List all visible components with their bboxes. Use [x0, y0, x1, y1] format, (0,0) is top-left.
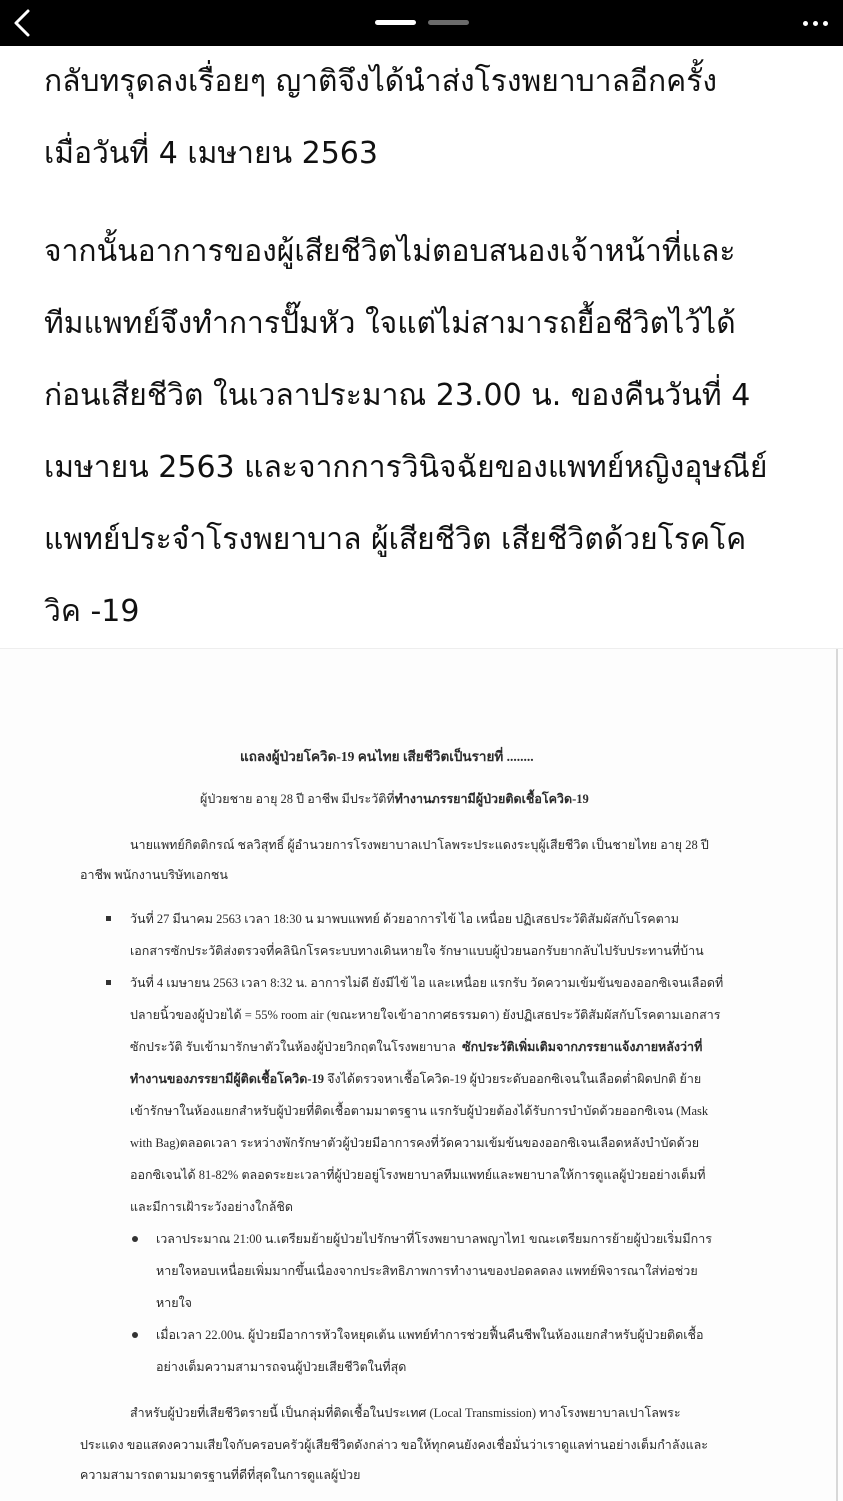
document-bold-text: ซักประวัติเพิ่มเติมจากภรรยาแจ้งภายหลังว่าที่: [462, 1040, 703, 1054]
document-subtitle-bold: ทำงานภรรยามีผู้ป่วยติดเชื้อโควิด-19: [394, 792, 589, 806]
document-intro-line: นายแพทย์กิตติกรณ์ ชลวิสุทธิ์ ผู้อำนวยการโรงพยาบาลเปาโลพระประแดงระบุผู้เสียชีวิต เป็นชายไทย อายุ 28 ปี: [130, 838, 709, 852]
article-line: เมื่อวันที่ 4 เมษายน 2563: [44, 136, 378, 171]
document-sub-bullet-line: เมื่อเวลา 22.00น. ผู้ป่วยมีอาการหัวใจหยุดเต้น แพทย์ทำการช่วยฟื้นคืนชีพในห้องแยกสำหรับผู้ป่วยติดเชื้อ: [156, 1328, 704, 1342]
document-sub-bullet-line: อย่างเต็มความสามารถจนผู้ป่วยเสียชีวิตในที่สุด: [156, 1360, 407, 1374]
more-dots-icon[interactable]: [801, 16, 831, 32]
document-text: ซักประวัติ รับเข้ามารักษาตัวในห้องผู้ป่วยวิกฤตในโรงพยาบาล: [130, 1040, 456, 1054]
document-sub-bullet-line: หายใจ: [156, 1296, 193, 1310]
document-sub-bullet-line: เวลาประมาณ 21:00 น.เตรียมย้ายผู้ป่วยไปรักษาที่โรงพยาบาลพญาไท1 ขณะเตรียมการย้ายผู้ป่วยเริ่มมีการ: [156, 1232, 712, 1246]
document-intro-line: อาชีพ พนักงานบริษัทเอกชน: [80, 868, 228, 882]
document-bullet-line: เข้ารักษาในห้องแยกสำหรับผู้ป่วยที่ติดเชื้อตามมาตรฐาน แรกรับผู้ป่วยต้องได้รับการบำบัดด้วยออกซิเจน (Mask: [130, 1104, 709, 1118]
document-bold-text: ทำงานของภรรยามีผู้ติดเชื้อโควิด-19: [130, 1072, 325, 1086]
document-text: จึงได้ตรวจหาเชื้อโควิด-19 ผู้ป่วยระดับออกซิเจนในเลือดต่ำผิดปกติ ย้าย: [327, 1072, 702, 1086]
document-bullet-line: เอกสารซักประวัติส่งตรวจที่คลินิกโรคระบบทางเดินหายใจ รักษาแบบผู้ป่วยนอกรับยากลับไปรับประทานที่บ้าน: [130, 944, 704, 958]
article-line: ก่อนเสียชีวิต ในเวลาประมาณ 23.00 น. ของคืนวันที่ 4: [44, 378, 751, 413]
document-closing-line: ประแดง ขอแสดงความเสียใจกับครอบครัวผู้เสียชีวิตดังกล่าว ขอให้ทุกคนยังคงเชื่อมั่นว่าเราดูแลท่านอย่างเต็มกำลังและ: [80, 1438, 709, 1452]
page-indicator-active: [375, 20, 416, 25]
bullet-dot-icon: [132, 1332, 138, 1338]
page-indicator-inactive: [428, 20, 469, 25]
document-closing-line: สำหรับผู้ป่วยที่เสียชีวิตรายนี้ เป็นกลุ่มที่ติดเชื้อในประเทศ (Local Transmission) ทางโรงพยาบาลเปาโลพระ: [130, 1406, 681, 1420]
document-bullet-line: วันที่ 27 มีนาคม 2563 เวลา 18:30 น มาพบแพทย์ ด้วยอาการไข้ ไอ เหนื่อย ปฏิเสธประวัติสัมผัสกับโรคตาม: [130, 912, 680, 926]
document-bullet-line: ปลายนิ้วของผู้ป่วยได้ = 55% room air (ขณะหายใจเข้าอากาศธรรมดา) ยังปฏิเสธประวัติสัมผัสกับโรคตามเอกสาร: [130, 1008, 721, 1022]
bullet-dot-icon: [132, 1236, 138, 1242]
bullet-square-icon: [106, 980, 111, 985]
document-title: แถลงผู้ป่วยโควิด-19 คนไทย เสียชีวิตเป็นรายที่ ........: [240, 749, 534, 764]
document-subtitle-text: ผู้ป่วยชาย อายุ 28 ปี อาชีพ มีประวัติที่: [200, 792, 395, 806]
article-line: แพทย์ประจำโรงพยาบาล ผู้เสียชีวิต เสียชีวิตด้วยโรคโค: [44, 522, 747, 557]
document-bullet-line: ออกซิเจนได้ 81-82% ตลอดระยะเวลาที่ผู้ป่วยอยู่โรงพยาบาลทีมแพทย์และพยาบาลให้การดูแลผู้ป่วยอย่างเต็มที่: [130, 1168, 706, 1182]
document-sub-bullet-line: หายใจหอบเหนื่อยเพิ่มมากขึ้นเนื่องจากประสิทธิภาพการทำงานของปอดลดลง แพทย์พิจารณาใส่ท่อช่วย: [156, 1264, 698, 1278]
article-line: กลับทรุดลงเรื่อยๆ ญาติจึงได้นำส่งโรงพยาบาลอีกครั้ง: [44, 64, 717, 99]
top-bar: [0, 0, 843, 46]
article-text: [44, 46, 824, 648]
document-image[interactable]: [0, 648, 843, 1501]
document-closing-line: ความสามารถตามมาตรฐานที่ดีที่สุดในการดูแลผู้ป่วย: [80, 1468, 361, 1482]
document-bullet-line: วันที่ 4 เมษายน 2563 เวลา 8:32 น. อาการไม่ดี ยังมีไข้ ไอ และเหนื่อย แรกรับ วัดความเข้มข้นของออกซิเจนเลือดที่: [130, 976, 724, 990]
document-edge: [836, 649, 838, 1501]
document-bullet-line: [130, 1039, 702, 1055]
page-indicator: [375, 20, 470, 26]
article-line: ทีมแพทย์จึงทำการปั๊มหัว ใจแต่ไม่สามารถยื้อชีวิตไว้ได้: [44, 306, 736, 341]
document-subtitle: [200, 791, 589, 807]
document-bullet-line: [130, 1071, 701, 1087]
article-line: เมษายน 2563 และจากการวินิจฉัยของแพทย์หญิงอุษณีย์: [44, 450, 768, 485]
article-line: จากนั้นอาการของผู้เสียชีวิตไม่ตอบสนองเจ้าหน้าที่และ: [44, 234, 736, 269]
article-line: วิค -19: [44, 594, 140, 629]
bullet-square-icon: [106, 916, 111, 921]
chevron-left-icon[interactable]: [8, 6, 38, 40]
document-bullet-line: with Bag)ตลอดเวลา ระหว่างพักรักษาตัวผู้ป่วยมีอาการคงที่วัดความเข้มข้นของออกซิเจนเลือดหลังบำบัดด้วย: [130, 1136, 700, 1150]
document-bullet-line: และมีการเฝ้าระวังอย่างใกล้ชิด: [130, 1200, 294, 1214]
